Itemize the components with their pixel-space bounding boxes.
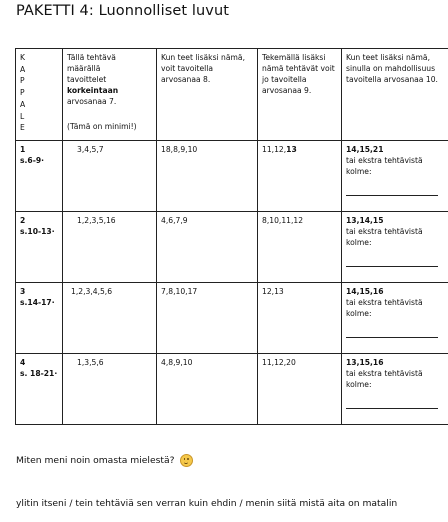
kappale-letter: A: [20, 64, 26, 74]
extra-instruction: tai ekstra tehtävistä kolme:: [346, 227, 423, 247]
grade10-bold: 14,15,16: [346, 287, 384, 296]
grade8-tasks: 18,8,9,10: [157, 141, 258, 212]
grade10-header: Kun teet lisäksi nämä, sinulla on mahdollisuus tavoitella arvosanaa 10.: [342, 49, 448, 141]
kappale-letter: P: [20, 88, 25, 98]
table-row: [16, 212, 448, 283]
grade9-plain: 12,13: [262, 287, 284, 296]
grade9-plain: 8,10,11,12: [262, 216, 304, 225]
chapter-number: 4: [20, 358, 26, 367]
grade10-tasks: [342, 212, 448, 283]
extra-instruction: tai ekstra tehtävistä kolme:: [346, 298, 423, 318]
grade9-plain: 11,12,: [262, 145, 287, 154]
grade10-bold: 13,14,15: [346, 216, 384, 225]
answer-line[interactable]: [346, 195, 438, 196]
answer-line[interactable]: [346, 337, 438, 338]
page-title: PAKETTI 4: Luonnolliset luvut: [16, 3, 230, 19]
grade10-tasks: [342, 141, 448, 212]
kappale-letter: K: [20, 53, 25, 62]
grade9-plain: 11,12,20: [262, 358, 296, 367]
chapter-pages: s.14-17·: [20, 298, 55, 307]
smiley-face-icon: [180, 454, 193, 467]
grade7-line: Tällä tehtävä: [67, 53, 116, 62]
kappale-letter: A: [20, 99, 26, 109]
chapter-cell: [16, 283, 63, 354]
grade7-emphasis: korkeintaan: [67, 86, 119, 95]
grade9-tasks: [258, 212, 342, 283]
chapter-cell: [16, 141, 63, 212]
table-row: [16, 354, 448, 425]
grade9-tasks: [258, 283, 342, 354]
question-text: Miten meni noin omasta mielestä?: [16, 455, 175, 466]
grade9-bold: 13: [286, 145, 297, 154]
grade7-tasks: 1,2,3,4,5,6: [63, 283, 157, 354]
grade7-line: arvosanaa 7.: [67, 97, 117, 106]
chapter-cell: [16, 354, 63, 425]
grade7-tasks: 3,4,5,7: [63, 141, 157, 212]
answer-line[interactable]: [346, 266, 438, 267]
grade8-tasks: 4,8,9,10: [157, 354, 258, 425]
grade9-tasks: [258, 354, 342, 425]
answer-line[interactable]: [346, 408, 438, 409]
grade8-tasks: 4,6,7,9: [157, 212, 258, 283]
chapter-number: 3: [20, 287, 26, 296]
grade7-line: tavoittelet: [67, 75, 107, 84]
grade8-tasks: 7,8,10,17: [157, 283, 258, 354]
chapter-pages: s.6-9·: [20, 156, 45, 165]
grade8-header: Kun teet lisäksi nämä, voit tavoitella arvosanaa 8.: [157, 49, 258, 141]
table-header-row: [16, 49, 448, 141]
kappale-letter: P: [20, 76, 25, 86]
chapter-number: 2: [20, 216, 26, 225]
grade7-header: [63, 49, 157, 141]
task-table: [15, 48, 448, 425]
grade10-tasks: [342, 354, 448, 425]
grade10-bold: 14,15,21: [346, 145, 384, 154]
grade7-note: (Tämä on minimi!): [67, 122, 137, 131]
grade9-header: Tekemällä lisäksi nämä tehtävät voit jo tavoitella arvosanaa 9.: [258, 49, 342, 141]
self-assessment-question: [16, 454, 193, 467]
kappale-letter: L: [20, 111, 25, 121]
grade7-tasks: 1,3,5,6: [63, 354, 157, 425]
grade10-tasks: [342, 283, 448, 354]
extra-instruction: tai ekstra tehtävistä kolme:: [346, 369, 423, 389]
chapter-pages: s.10-13·: [20, 227, 55, 236]
self-assessment-options[interactable]: ylitin itseni / tein tehtäviä sen verran kuin ehdin / menin siitä mistä aita on matalin: [16, 498, 398, 509]
kappale-header: [16, 49, 63, 141]
kappale-letter: E: [20, 123, 25, 133]
table-row: [16, 283, 448, 354]
chapter-number: 1: [20, 145, 26, 154]
grade10-bold: 13,15,16: [346, 358, 384, 367]
extra-instruction: tai ekstra tehtävistä kolme:: [346, 156, 423, 176]
chapter-pages: s. 18-21·: [20, 369, 58, 378]
grade7-line: määrällä: [67, 64, 101, 73]
table-row: [16, 141, 448, 212]
grade9-tasks: [258, 141, 342, 212]
chapter-cell: [16, 212, 63, 283]
grade7-tasks: 1,2,3,5,16: [63, 212, 157, 283]
